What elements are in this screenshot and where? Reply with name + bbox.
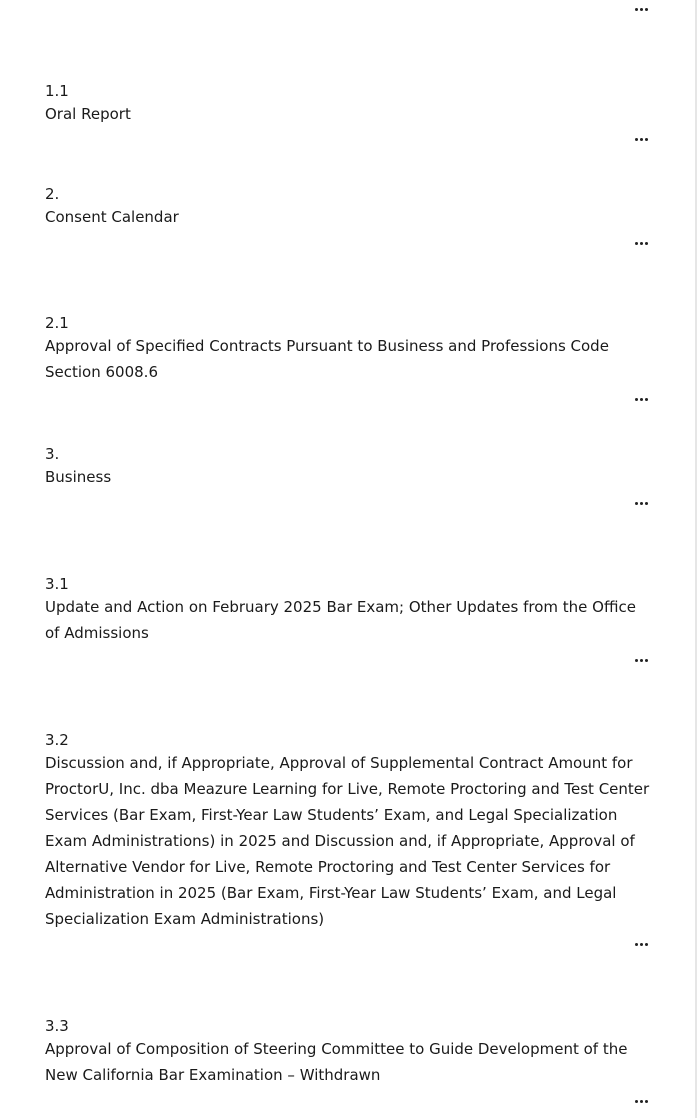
- agenda-item: [45, 1016, 655, 1088]
- more-dot: [645, 943, 648, 946]
- more-dot: [645, 398, 648, 401]
- agenda-item: [45, 444, 655, 490]
- more-horizontal-icon: [635, 1100, 638, 1103]
- more-dot: [640, 138, 643, 141]
- agenda-item-number: 3.1: [45, 575, 69, 593]
- more-options-button[interactable]: [630, 134, 652, 144]
- more-horizontal-icon: [635, 943, 638, 946]
- more-dot: [645, 8, 648, 11]
- agenda-item-title[interactable]: Approval of Specified Contracts Pursuant to Business and Professions Code Section 6008.6: [45, 337, 609, 381]
- more-dot: [640, 242, 643, 245]
- more-dot: [640, 1100, 643, 1103]
- agenda-item: [45, 313, 655, 385]
- more-options-button[interactable]: [630, 655, 652, 665]
- more-dot: [645, 1100, 648, 1103]
- agenda-item-number: 3.2: [45, 731, 69, 749]
- more-dot: [640, 398, 643, 401]
- more-options-button[interactable]: [630, 238, 652, 248]
- agenda-item-title[interactable]: Consent Calendar: [45, 208, 179, 226]
- agenda-item-title[interactable]: Oral Report: [45, 105, 131, 123]
- more-options-button[interactable]: [630, 1096, 652, 1106]
- agenda-item: [45, 730, 655, 932]
- agenda-item-title[interactable]: Approval of Composition of Steering Committee to Guide Development of the New California Bar Examination – Withdrawn: [45, 1040, 628, 1084]
- more-dot: [645, 138, 648, 141]
- agenda-item-number: 2.: [45, 185, 60, 203]
- more-options-button[interactable]: [630, 394, 652, 404]
- agenda-item: [45, 184, 655, 230]
- agenda-item-number: 3.3: [45, 1017, 69, 1035]
- more-dot: [645, 502, 648, 505]
- more-horizontal-icon: [635, 242, 638, 245]
- more-options-button[interactable]: [630, 4, 652, 14]
- more-dot: [640, 659, 643, 662]
- agenda-item-number: 2.1: [45, 314, 69, 332]
- agenda-item-number: 3.: [45, 445, 60, 463]
- agenda-item-title[interactable]: Update and Action on February 2025 Bar Exam; Other Updates from the Office of Admissions: [45, 598, 636, 642]
- more-options-button[interactable]: [630, 498, 652, 508]
- more-dot: [640, 943, 643, 946]
- more-dot: [640, 502, 643, 505]
- agenda-item: [45, 574, 655, 646]
- agenda-item-title[interactable]: Business: [45, 468, 112, 486]
- agenda-item-title[interactable]: Discussion and, if Appropriate, Approval of Supplemental Contract Amount for ProctorU, Inc. dba Meazure Learning for Live, Remote Proctoring and Test Center Services (Bar Exam, First-Year Law Students’ Exam, and Legal Specialization Exam Administrations) in 2025 and Discussion and, if Appropriate, Approval of Alternative Vendor for Live, Remote Proctoring and Test Center Services for Administration in 2025 (Bar Exam, First-Year Law Students’ Exam, and Legal Specialization Exam Administrations): [45, 754, 650, 928]
- more-horizontal-icon: [635, 8, 638, 11]
- more-horizontal-icon: [635, 659, 638, 662]
- more-horizontal-icon: [635, 398, 638, 401]
- agenda-item: [45, 81, 655, 127]
- more-horizontal-icon: [635, 502, 638, 505]
- more-dot: [645, 242, 648, 245]
- more-options-button[interactable]: [630, 939, 652, 949]
- more-horizontal-icon: [635, 138, 638, 141]
- more-dot: [645, 659, 648, 662]
- more-dot: [640, 8, 643, 11]
- agenda-item-number: 1.1: [45, 82, 69, 100]
